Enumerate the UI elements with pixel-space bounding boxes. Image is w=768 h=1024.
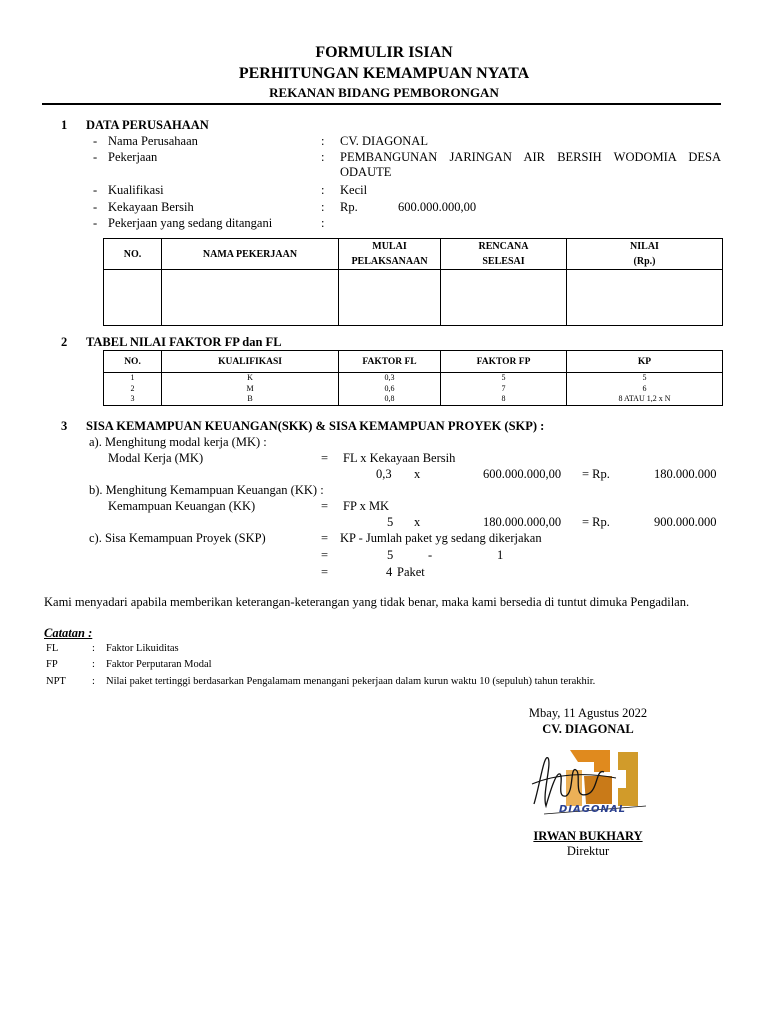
table-cell [162,270,339,326]
no-column: 1 2 3 [104,373,162,406]
financial-capacity-label: Kemampuan Keuangan (KK) [108,499,256,513]
colon: : [321,216,325,230]
colon: : [92,659,95,670]
equals-sign: = [321,548,329,562]
multiply-sign: x [414,515,421,529]
colon: : [321,200,325,214]
table-row [104,270,723,326]
col-header-planned-finish: RENCANA SELESAI [441,239,567,270]
col-header-factor-fl: FAKTOR FL [339,351,441,373]
table-header-row [104,351,723,373]
table-cell [339,270,441,326]
working-capital-result: 180.000.000 [654,467,717,481]
fp-column: 5 7 8 [441,373,567,406]
section2-title: TABEL NILAI FAKTOR FP dan FL [86,335,282,349]
fl-value: 0,3 [376,467,392,481]
note-key: FP [46,659,58,670]
company-name-value: CV. DIAGONAL [340,134,428,148]
bullet-dash: - [93,150,98,164]
minus-sign: - [428,548,433,562]
job-label: Pekerjaan [108,150,158,164]
signatory-name: IRWAN BUKHARY [533,829,643,843]
qualification-value: Kecil [340,183,368,197]
equals-sign: = [321,565,329,579]
stamp-text: DIAGONAL [559,804,626,815]
ongoing-packages: 1 [497,548,504,562]
bullet-dash: - [93,183,98,197]
job-value-line2: ODAUTE [340,165,392,179]
table-header-row [104,239,723,270]
header-rule [42,103,721,105]
qualification-label: Kualifikasi [108,183,164,197]
fl-column: 0,3 0,6 0,8 [339,373,441,406]
company-stamp [526,744,661,829]
col-header-qualification: KUALIFIKASI [162,351,339,373]
job-value: PEMBANGUNAN JARINGAN AIR BERSIH WODOMIA DESA [340,150,721,164]
working-capital-label: Modal Kerja (MK) [108,451,204,465]
col-header-job-name: NAMA PEKERJAAN [162,239,339,270]
working-capital-heading: a). Menghitung modal kerja (MK) : [89,435,267,449]
table-cell [104,270,162,326]
note-value: Nilai paket tertinggi berdasarkan Pengalamam menangani pekerjaan dalam kurun waktu 10 (sepuluh) tahun terakhir. [106,676,596,687]
form-subheading: REKANAN BIDANG PEMBORONGAN [269,85,499,100]
signatory-position: Direktur [566,844,610,858]
col-header-start: MULAI PELAKSANAAN [339,239,441,270]
colon: : [321,134,325,148]
financial-capacity-result: 900.000.000 [654,515,717,529]
col-header-value: NILAI (Rp.) [567,239,723,270]
qualification-column: K M B [162,373,339,406]
note-value: Faktor Perputaran Modal [106,659,212,670]
project-capacity-formula: KP - Jumlah paket yg sedang dikerjakan [340,531,542,545]
section1-title: DATA PERUSAHAAN [86,118,209,132]
mk-amount: 180.000.000,00 [483,515,562,529]
colon: : [321,150,325,164]
colon: : [92,676,95,687]
section3-title: SISA KEMAMPUAN KEUANGAN(SKK) & SISA KEMAMPUAN PROYEK (SKP) : [86,419,545,433]
fp-value: 5 [387,515,394,529]
project-capacity-heading: c). Sisa Kemampuan Proyek (SKP) [89,531,266,545]
equals-rp: = Rp. [582,515,610,529]
note-key: FL [46,643,59,654]
form-title: FORMULIR ISIAN [315,44,453,61]
financial-capacity-formula: FP x MK [343,499,390,513]
section1-number: 1 [61,118,68,132]
bullet-dash: - [93,216,98,230]
col-header-no: NO. [104,351,162,373]
equals-sign: = [321,451,329,465]
colon: : [321,183,325,197]
table-cell [567,270,723,326]
equals-sign: = [321,531,329,545]
net-worth-label: Kekayaan Bersih [108,200,194,214]
bullet-dash: - [93,134,98,148]
col-header-no: NO. [104,239,162,270]
table-cell [441,270,567,326]
net-worth-value: 600.000.000,00 [398,200,477,214]
project-capacity-unit: Paket [397,565,425,579]
declaration-statement: Kami menyadari apabila memberikan keterangan-keterangan yang tidak benar, maka kami bersedia di tuntut dimuka Pengadilan. [44,595,690,609]
col-header-factor-fp: FAKTOR FP [441,351,567,373]
kp-column: 5 6 8 ATAU 1,2 x N [567,373,723,406]
net-worth-amount: 600.000.000,00 [483,467,562,481]
note-key: NPT [46,676,66,687]
net-worth-currency: Rp. [340,200,358,214]
equals-rp: = Rp. [582,467,610,481]
financial-capacity-heading: b). Menghitung Kemampuan Keuangan (KK) : [89,483,324,497]
note-value: Faktor Likuiditas [106,643,179,654]
section3-number: 3 [61,419,68,433]
colon: : [92,643,95,654]
form-subtitle: PERHITUNGAN KEMAMPUAN NYATA [238,65,530,82]
ongoing-work-label: Pekerjaan yang sedang ditangani [108,216,273,230]
notes-title: Catatan : [44,626,93,640]
equals-sign: = [321,499,329,513]
col-header-kp: KP [567,351,723,373]
company-name-label: Nama Perusahaan [108,134,198,148]
table-row [104,373,723,406]
working-capital-formula: FL x Kekayaan Bersih [343,451,456,465]
bullet-dash: - [93,200,98,214]
ongoing-work-table [103,238,723,326]
diagonal-logo-icon [526,744,661,829]
kp-value: 5 [387,548,394,562]
place-date: Mbay, 11 Agustus 2022 [528,706,648,720]
project-capacity-result: 4 [386,565,393,579]
factor-table [103,350,723,406]
section2-number: 2 [61,335,68,349]
multiply-sign: x [414,467,421,481]
signature-company: CV. DIAGONAL [542,722,634,736]
